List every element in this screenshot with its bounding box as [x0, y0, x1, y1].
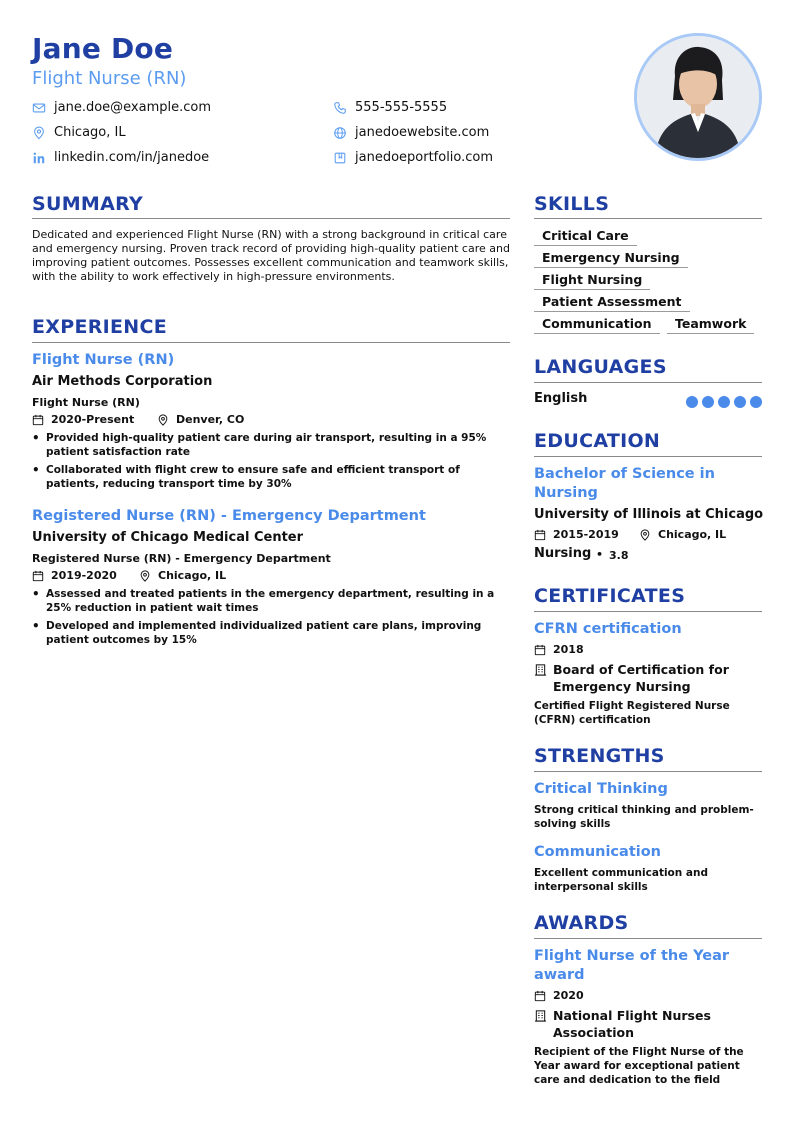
- skill-tag: Flight Nursing: [534, 272, 650, 290]
- proficiency-dot: [718, 396, 730, 408]
- job-title: Flight Nurse (RN): [32, 352, 175, 368]
- education-dates-text: 2015-2019: [553, 528, 619, 541]
- contact-website-text: janedoewebsite.com: [355, 125, 490, 140]
- certificates-heading: CERTIFICATES: [534, 585, 686, 607]
- phone-icon: [333, 101, 347, 115]
- strength-description: Excellent communication and interpersonal skills: [534, 867, 708, 893]
- language-level: [682, 396, 762, 408]
- strengths-divider: [534, 771, 762, 772]
- contact-email-text: jane.doe@example.com: [54, 100, 212, 115]
- skill-tag: Emergency Nursing: [534, 250, 688, 268]
- skill-tag: Teamwork: [667, 316, 754, 334]
- job-location-text: Chicago, IL: [158, 569, 227, 582]
- calendar-icon: [534, 644, 546, 656]
- certificate-issuer: [534, 661, 762, 695]
- skill-tag: Patient Assessment: [534, 294, 690, 312]
- candidate-name: Jane Doe: [32, 32, 174, 65]
- award-issuer-text: National Flight Nurses Association: [553, 1008, 711, 1040]
- job-company: University of Chicago Medical Center: [32, 530, 304, 545]
- strength-name: Critical Thinking: [534, 781, 668, 797]
- languages-divider: [534, 382, 762, 383]
- contact-location-text: Chicago, IL: [54, 125, 126, 140]
- skill-tag: Critical Care: [534, 228, 637, 246]
- certificate-issuer-text: Board of Certification for Emergency Nursing: [553, 662, 729, 694]
- certificate-year: [534, 643, 584, 656]
- contact-website[interactable]: [333, 125, 489, 140]
- building-icon: [534, 1009, 547, 1022]
- location-pin-icon: [157, 414, 169, 426]
- certificates-divider: [534, 611, 762, 612]
- globe-icon: [333, 126, 347, 140]
- education-divider: [534, 456, 762, 457]
- education-location-text: Chicago, IL: [658, 528, 727, 541]
- job-role: Registered Nurse (RN) - Emergency Department: [32, 552, 331, 565]
- contact-linkedin-text: linkedin.com/in/janedoe: [54, 150, 210, 165]
- location-pin-icon: [32, 126, 46, 140]
- job-location-text: Denver, CO: [176, 413, 245, 426]
- experience-divider: [32, 342, 510, 343]
- contact-phone-text: 555-555-5555: [355, 100, 448, 115]
- location-pin-icon: [139, 570, 151, 582]
- job-dates: [32, 413, 134, 426]
- avatar: [637, 36, 759, 158]
- contact-phone[interactable]: [333, 100, 447, 115]
- job-company: Air Methods Corporation: [32, 374, 213, 389]
- candidate-title: Flight Nurse (RN): [32, 68, 187, 89]
- education-separator: •: [596, 548, 604, 561]
- proficiency-dot: [734, 396, 746, 408]
- award-name: Flight Nurse of the Year award: [534, 948, 730, 983]
- portfolio-icon: [333, 151, 347, 165]
- language-name: English: [534, 391, 588, 406]
- strength-name: Communication: [534, 844, 662, 860]
- job-bullet: • Assessed and treated patients in the emergency department, resulting in a 25% reduction in patient wait times: [32, 587, 510, 615]
- job-role: Flight Nurse (RN): [32, 396, 140, 409]
- calendar-icon: [32, 414, 44, 426]
- job-location: [139, 569, 226, 582]
- strength-description: Strong critical thinking and problem-solving skills: [534, 804, 754, 830]
- contact-portfolio[interactable]: [333, 150, 493, 165]
- award-year: [534, 989, 584, 1002]
- job-bullets: [32, 587, 510, 651]
- building-icon: [534, 663, 547, 676]
- award-description: Recipient of the Flight Nurse of the Year award for exceptional patient care and dedication to the field: [534, 1046, 744, 1086]
- education-location: [639, 528, 726, 541]
- proficiency-dot: [750, 396, 762, 408]
- job-bullet: • Developed and implemented individualized patient care plans, improving patient outcomes by 15%: [32, 619, 510, 647]
- education-degree: Bachelor of Science in Nursing: [534, 466, 715, 501]
- contact-location: [32, 125, 126, 140]
- languages-heading: LANGUAGES: [534, 356, 667, 378]
- awards-heading: AWARDS: [534, 912, 629, 934]
- contact-email[interactable]: [32, 100, 211, 115]
- calendar-icon: [32, 570, 44, 582]
- calendar-icon: [534, 529, 546, 541]
- skills-divider: [534, 218, 762, 219]
- job-location: [157, 413, 244, 426]
- awards-divider: [534, 938, 762, 939]
- linkedin-icon: [32, 151, 46, 165]
- location-pin-icon: [639, 529, 651, 541]
- summary-divider: [32, 218, 510, 219]
- education-gpa: 3.8: [609, 549, 629, 562]
- education-heading: EDUCATION: [534, 430, 661, 452]
- proficiency-dot: [686, 396, 698, 408]
- skills-heading: SKILLS: [534, 193, 610, 215]
- education-school: University of Illinois at Chicago: [534, 507, 764, 522]
- summary-heading: SUMMARY: [32, 193, 144, 215]
- proficiency-dot: [702, 396, 714, 408]
- experience-heading: EXPERIENCE: [32, 316, 168, 338]
- job-dates: [32, 569, 117, 582]
- summary-text: Dedicated and experienced Flight Nurse (RN) with a strong background in critical care and emergency nursing. Proven track record of providing high-quality patient care and improving patient outcomes. Possesses excellent communication and teamwork skills, with the ability to work effectively in high-pressure environments.: [32, 228, 510, 283]
- job-title: Registered Nurse (RN) - Emergency Department: [32, 508, 426, 524]
- job-dates-text: 2019-2020: [51, 569, 117, 582]
- strengths-heading: STRENGTHS: [534, 745, 665, 767]
- certificate-year-text: 2018: [553, 643, 584, 656]
- education-dates: [534, 528, 619, 541]
- award-issuer: [534, 1007, 762, 1041]
- calendar-icon: [534, 990, 546, 1002]
- mail-icon: [32, 101, 46, 115]
- award-year-text: 2020: [553, 989, 584, 1002]
- education-field: Nursing: [534, 546, 592, 561]
- profile-photo: [634, 33, 762, 161]
- contact-linkedin[interactable]: [32, 150, 209, 165]
- certificate-name: CFRN certification: [534, 621, 682, 637]
- contact-portfolio-text: janedoeportfolio.com: [355, 150, 494, 165]
- job-dates-text: 2020-Present: [51, 413, 135, 426]
- job-bullet: • Collaborated with flight crew to ensure safe and efficient transport of patients, reducing transport time by 30%: [32, 463, 510, 491]
- job-bullets: [32, 431, 510, 495]
- skill-tag: Communication: [534, 316, 660, 334]
- job-bullet: • Provided high-quality patient care during air transport, resulting in a 95% patient satisfaction rate: [32, 431, 510, 459]
- certificate-description: Certified Flight Registered Nurse (CFRN) certification: [534, 700, 730, 726]
